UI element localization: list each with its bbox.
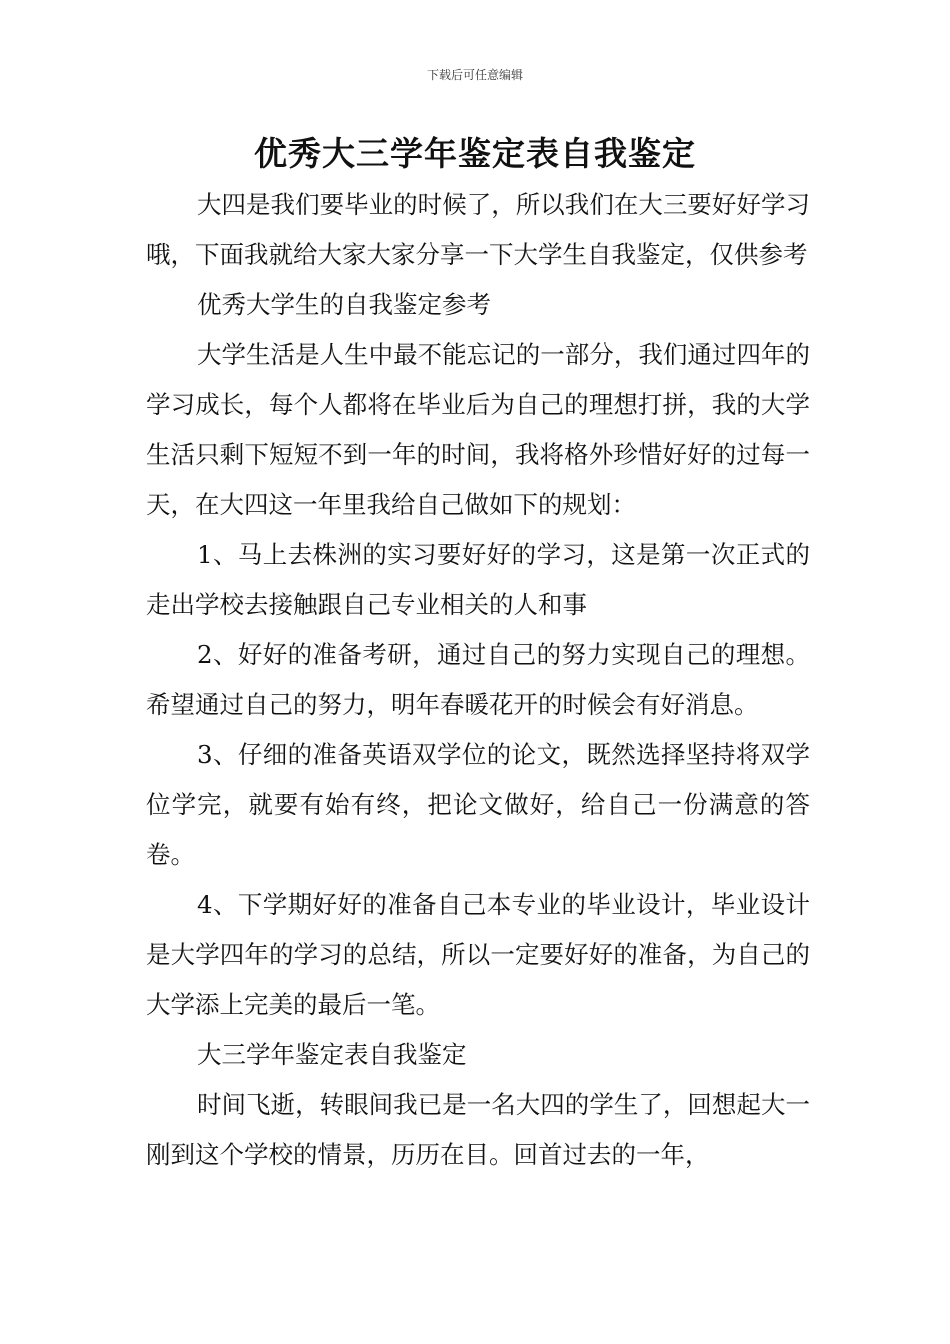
plan-item-2: 2、好好的准备考研，通过自己的努力实现自己的理想。希望通过自己的努力，明年春暖花开的时候会有好消息。 — [146, 640, 810, 719]
paragraph-time-flies: 时间飞逝，转眼间我已是一名大四的学生了，回想起大一刚到这个学校的情景，历历在目。回首过去的一年， — [146, 1090, 810, 1169]
plan-item-1: 1、马上去株洲的实习要好好的学习，这是第一次正式的走出学校去接触跟自己专业相关的人和事 — [146, 540, 810, 619]
plan-item-4: 4、下学期好好的准备自己本专业的毕业设计，毕业设计是大学四年的学习的总结，所以一定要好好的准备，为自己的大学添上完美的最后一笔。 — [146, 890, 810, 1019]
document-body — [146, 180, 810, 1180]
plan-item-3: 3、仔细的准备英语双学位的论文，既然选择坚持将双学位学完，就要有始有终，把论文做好，给自己一份满意的答卷。 — [146, 740, 810, 869]
paragraph-college-life: 大学生活是人生中最不能忘记的一部分，我们通过四年的学习成长，每个人都将在毕业后为自己的理想打拼，我的大学生活只剩下短短不到一年的时间，我将格外珍惜好好的过每一天，在大四这一年里我给自己做如下的规划： — [146, 340, 810, 519]
section-heading-junior-year-assessment: 大三学年鉴定表自我鉴定 — [197, 1040, 467, 1069]
page-header-note: 下载后可任意编辑 — [426, 68, 523, 82]
paragraph-intro: 大四是我们要毕业的时候了，所以我们在大三要好好学习哦，下面我就给大家大家分享一下大学生自我鉴定，仅供参考 — [146, 190, 810, 269]
document-title: 优秀大三学年鉴定表自我鉴定 — [254, 134, 696, 173]
section-heading-excellent-self-assessment: 优秀大学生的自我鉴定参考 — [197, 290, 491, 319]
